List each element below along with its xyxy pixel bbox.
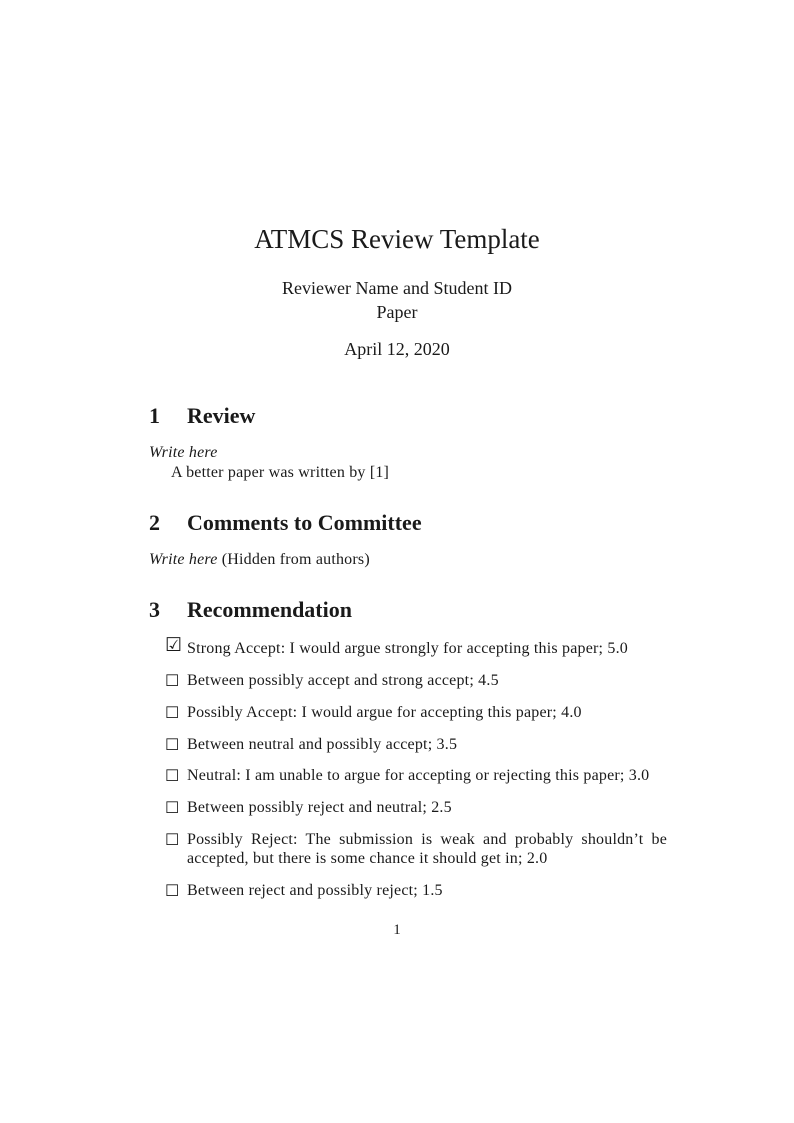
author-line: Reviewer Name and Student ID: [282, 278, 512, 298]
recommendation-label: Between reject and possibly reject; 1.5: [187, 882, 443, 899]
review-text: A better paper was written by [1]: [171, 464, 390, 481]
recommendation-label: Strong Accept: I would argue strongly for accepting this paper; 5.0: [187, 640, 629, 657]
checked-checkbox-icon[interactable]: ☑: [165, 635, 183, 656]
checkbox-icon[interactable]: ☐: [165, 883, 180, 900]
recommendation-option[interactable]: [165, 881, 667, 901]
section-title: Review: [187, 403, 256, 428]
checkbox-icon[interactable]: ☐: [165, 768, 180, 785]
section-heading-comments: [149, 510, 422, 536]
recommendation-option[interactable]: [165, 703, 667, 723]
section-number: 1: [149, 403, 160, 428]
comments-placeholder: Write here: [149, 551, 218, 568]
page-number: 1: [393, 922, 401, 938]
recommendation-label: Possibly Accept: I would argue for accepting this paper; 4.0: [187, 704, 582, 721]
paper-line: Paper: [376, 302, 418, 322]
checkbox-icon[interactable]: ☐: [165, 800, 180, 817]
recommendation-option[interactable]: [165, 830, 667, 868]
recommendation-label: Between possibly reject and neutral; 2.5: [187, 799, 452, 816]
recommendation-label: Between neutral and possibly accept; 3.5: [187, 736, 458, 753]
review-placeholder: Write here: [149, 444, 218, 461]
section-heading-recommendation: [149, 597, 352, 623]
checkbox-icon[interactable]: ☐: [165, 673, 180, 690]
document-title: ATMCS Review Template: [254, 224, 540, 254]
recommendation-label: Neutral: I am unable to argue for accepting or rejecting this paper; 3.0: [187, 767, 650, 784]
section-heading-review: [149, 403, 255, 429]
recommendation-option[interactable]: [165, 735, 667, 755]
section-title: Recommendation: [187, 597, 352, 622]
recommendation-option[interactable]: [165, 798, 667, 818]
recommendation-label: Possibly Reject: The submission is weak and probably shouldn’t be accepted, but there is some chance it should get in; 2.0: [187, 831, 667, 867]
section-title: Comments to Committee: [187, 510, 422, 535]
checkbox-icon[interactable]: ☐: [165, 705, 180, 722]
checkbox-icon[interactable]: ☐: [165, 832, 180, 849]
recommendation-option[interactable]: [165, 635, 667, 658]
section-number: 2: [149, 510, 160, 535]
comments-text: [149, 551, 370, 569]
checkbox-icon[interactable]: ☐: [165, 737, 180, 754]
recommendation-option[interactable]: [165, 671, 667, 691]
section-number: 3: [149, 597, 160, 622]
document-date: April 12, 2020: [344, 339, 450, 359]
recommendation-label: Between possibly accept and strong accept; 4.5: [187, 672, 499, 689]
comments-note: (Hidden from authors): [221, 551, 370, 568]
recommendation-option[interactable]: [165, 766, 667, 786]
